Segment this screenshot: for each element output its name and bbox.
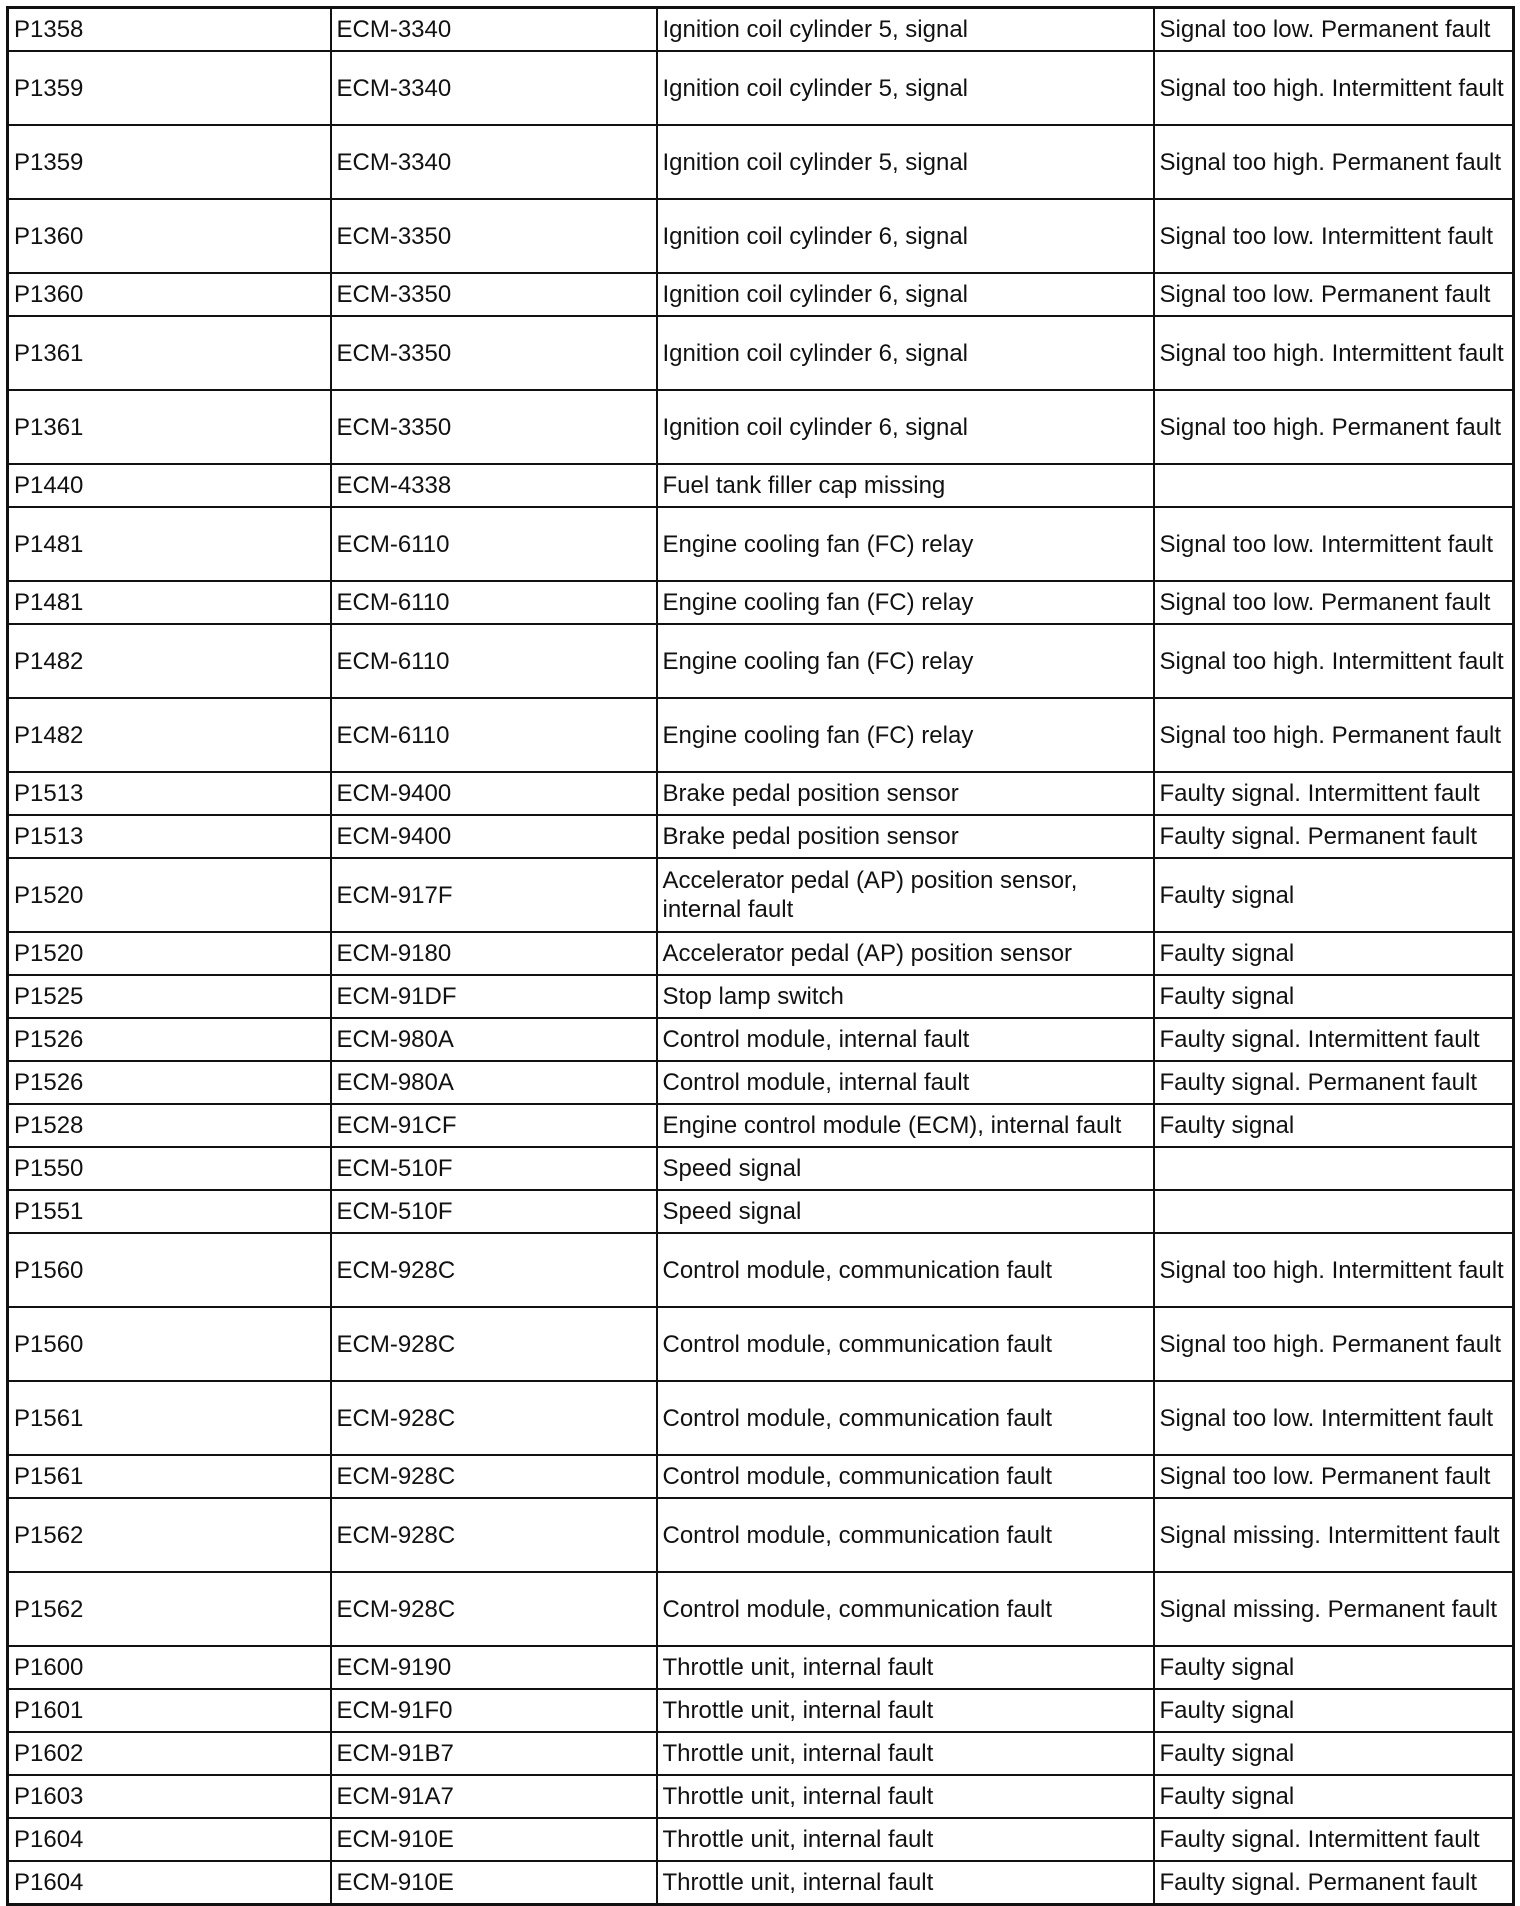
dtc-code-cell: P1513 [8,815,331,858]
fault-type-cell [1154,464,1514,507]
dtc-code-cell: P1551 [8,1190,331,1233]
table-row [8,1307,1514,1381]
table-row [8,698,1514,772]
dtc-code-cell: P1604 [8,1818,331,1861]
ecm-code-cell: ECM-910E [331,1818,657,1861]
dtc-code-cell: P1482 [8,624,331,698]
ecm-code-cell: ECM-6110 [331,624,657,698]
dtc-code-cell: P1482 [8,698,331,772]
table-row [8,1498,1514,1572]
table-row [8,858,1514,932]
table-row [8,1147,1514,1190]
dtc-code-cell: P1560 [8,1233,331,1307]
table-row [8,624,1514,698]
table-row [8,51,1514,125]
fault-type-cell: Faulty signal [1154,1104,1514,1147]
component-cell: Control module, communication fault [657,1498,1154,1572]
table-row [8,273,1514,316]
fault-type-cell: Faulty signal. Intermittent fault [1154,1818,1514,1861]
dtc-code-cell: P1360 [8,273,331,316]
dtc-code-cell: P1550 [8,1147,331,1190]
ecm-code-cell: ECM-9400 [331,772,657,815]
table-row [8,1018,1514,1061]
fault-type-cell [1154,1190,1514,1233]
dtc-code-cell: P1481 [8,581,331,624]
ecm-code-cell: ECM-910E [331,1861,657,1905]
component-cell: Fuel tank filler cap missing [657,464,1154,507]
component-cell: Ignition coil cylinder 6, signal [657,273,1154,316]
component-cell: Control module, communication fault [657,1381,1154,1455]
ecm-code-cell: ECM-3350 [331,390,657,464]
ecm-code-cell: ECM-928C [331,1572,657,1646]
fault-type-cell: Faulty signal. Intermittent fault [1154,1018,1514,1061]
table-row [8,1861,1514,1905]
dtc-code-cell: P1600 [8,1646,331,1689]
ecm-code-cell: ECM-6110 [331,507,657,581]
component-cell: Throttle unit, internal fault [657,1689,1154,1732]
component-cell: Engine cooling fan (FC) relay [657,698,1154,772]
table-row [8,1572,1514,1646]
table-row [8,390,1514,464]
dtc-code-cell: P1562 [8,1498,331,1572]
component-cell: Accelerator pedal (AP) position sensor [657,932,1154,975]
ecm-code-cell: ECM-928C [331,1498,657,1572]
fault-type-cell: Signal too high. Permanent fault [1154,390,1514,464]
ecm-code-cell: ECM-91B7 [331,1732,657,1775]
component-cell: Throttle unit, internal fault [657,1775,1154,1818]
fault-type-cell [1154,1147,1514,1190]
component-cell: Engine cooling fan (FC) relay [657,581,1154,624]
component-cell: Throttle unit, internal fault [657,1818,1154,1861]
component-cell: Speed signal [657,1190,1154,1233]
component-cell: Control module, communication fault [657,1233,1154,1307]
component-cell: Engine cooling fan (FC) relay [657,624,1154,698]
component-cell: Control module, internal fault [657,1061,1154,1104]
fault-type-cell: Faulty signal [1154,975,1514,1018]
component-cell: Accelerator pedal (AP) position sensor, internal fault [657,858,1154,932]
fault-type-cell: Signal too low. Permanent fault [1154,8,1514,52]
dtc-code-cell: P1604 [8,1861,331,1905]
fault-type-cell: Faulty signal [1154,858,1514,932]
dtc-code-cell: P1601 [8,1689,331,1732]
dtc-code-cell: P1520 [8,858,331,932]
component-cell: Ignition coil cylinder 5, signal [657,8,1154,52]
fault-type-cell: Faulty signal [1154,1732,1514,1775]
ecm-code-cell: ECM-928C [331,1455,657,1498]
ecm-code-cell: ECM-3350 [331,316,657,390]
fault-type-cell: Faulty signal. Intermittent fault [1154,772,1514,815]
fault-type-cell: Signal too high. Permanent fault [1154,698,1514,772]
fault-type-cell: Faulty signal. Permanent fault [1154,1061,1514,1104]
fault-type-cell: Signal too high. Intermittent fault [1154,51,1514,125]
table-row [8,464,1514,507]
ecm-code-cell: ECM-9180 [331,932,657,975]
fault-type-cell: Signal too high. Permanent fault [1154,1307,1514,1381]
dtc-code-cell: P1526 [8,1018,331,1061]
ecm-code-cell: ECM-9400 [331,815,657,858]
dtc-code-cell: P1525 [8,975,331,1018]
fault-type-cell: Signal too low. Permanent fault [1154,273,1514,316]
dtc-code-cell: P1359 [8,51,331,125]
component-cell: Brake pedal position sensor [657,815,1154,858]
fault-code-table-body [8,8,1514,1905]
dtc-code-cell: P1602 [8,1732,331,1775]
table-row [8,1233,1514,1307]
component-cell: Ignition coil cylinder 6, signal [657,390,1154,464]
ecm-code-cell: ECM-980A [331,1061,657,1104]
table-row [8,125,1514,199]
dtc-code-cell: P1513 [8,772,331,815]
table-row [8,1732,1514,1775]
ecm-code-cell: ECM-3350 [331,199,657,273]
ecm-code-cell: ECM-928C [331,1307,657,1381]
dtc-code-cell: P1361 [8,316,331,390]
component-cell: Ignition coil cylinder 5, signal [657,125,1154,199]
dtc-code-cell: P1528 [8,1104,331,1147]
ecm-code-cell: ECM-91A7 [331,1775,657,1818]
fault-type-cell: Signal missing. Intermittent fault [1154,1498,1514,1572]
ecm-code-cell: ECM-91CF [331,1104,657,1147]
ecm-code-cell: ECM-9190 [331,1646,657,1689]
ecm-code-cell: ECM-6110 [331,698,657,772]
table-row [8,1190,1514,1233]
fault-type-cell: Faulty signal [1154,1689,1514,1732]
ecm-code-cell: ECM-91F0 [331,1689,657,1732]
table-row [8,1646,1514,1689]
table-row [8,1818,1514,1861]
fault-type-cell: Signal too high. Intermittent fault [1154,1233,1514,1307]
component-cell: Control module, communication fault [657,1307,1154,1381]
dtc-code-cell: P1361 [8,390,331,464]
dtc-code-cell: P1561 [8,1455,331,1498]
dtc-code-cell: P1561 [8,1381,331,1455]
component-cell: Control module, communication fault [657,1455,1154,1498]
ecm-code-cell: ECM-510F [331,1190,657,1233]
fault-code-table [6,6,1515,1906]
fault-type-cell: Faulty signal [1154,1646,1514,1689]
fault-type-cell: Signal too low. Permanent fault [1154,581,1514,624]
fault-type-cell: Signal too high. Intermittent fault [1154,624,1514,698]
component-cell: Engine control module (ECM), internal fault [657,1104,1154,1147]
component-cell: Control module, communication fault [657,1572,1154,1646]
table-row [8,1381,1514,1455]
dtc-code-cell: P1358 [8,8,331,52]
component-cell: Engine cooling fan (FC) relay [657,507,1154,581]
dtc-code-cell: P1520 [8,932,331,975]
table-row [8,1104,1514,1147]
ecm-code-cell: ECM-91DF [331,975,657,1018]
dtc-code-cell: P1560 [8,1307,331,1381]
ecm-code-cell: ECM-4338 [331,464,657,507]
fault-type-cell: Faulty signal. Permanent fault [1154,815,1514,858]
table-row [8,316,1514,390]
ecm-code-cell: ECM-917F [331,858,657,932]
ecm-code-cell: ECM-6110 [331,581,657,624]
component-cell: Stop lamp switch [657,975,1154,1018]
ecm-code-cell: ECM-3340 [331,125,657,199]
ecm-code-cell: ECM-928C [331,1381,657,1455]
table-row [8,1689,1514,1732]
dtc-code-cell: P1440 [8,464,331,507]
fault-type-cell: Faulty signal [1154,1775,1514,1818]
ecm-code-cell: ECM-980A [331,1018,657,1061]
ecm-code-cell: ECM-510F [331,1147,657,1190]
component-cell: Ignition coil cylinder 6, signal [657,316,1154,390]
fault-type-cell: Signal too low. Intermittent fault [1154,199,1514,273]
table-row [8,8,1514,52]
table-row [8,1455,1514,1498]
table-row [8,772,1514,815]
table-row [8,932,1514,975]
fault-type-cell: Faulty signal [1154,932,1514,975]
fault-type-cell: Signal too high. Permanent fault [1154,125,1514,199]
component-cell: Brake pedal position sensor [657,772,1154,815]
table-row [8,507,1514,581]
table-row [8,1775,1514,1818]
table-row [8,1061,1514,1104]
dtc-code-cell: P1603 [8,1775,331,1818]
component-cell: Throttle unit, internal fault [657,1732,1154,1775]
dtc-code-cell: P1526 [8,1061,331,1104]
table-row [8,581,1514,624]
component-cell: Ignition coil cylinder 5, signal [657,51,1154,125]
ecm-code-cell: ECM-3340 [331,51,657,125]
fault-type-cell: Signal too high. Intermittent fault [1154,316,1514,390]
table-row [8,815,1514,858]
ecm-code-cell: ECM-3340 [331,8,657,52]
fault-type-cell: Signal too low. Permanent fault [1154,1455,1514,1498]
table-row [8,975,1514,1018]
ecm-code-cell: ECM-3350 [331,273,657,316]
component-cell: Ignition coil cylinder 6, signal [657,199,1154,273]
dtc-code-cell: P1359 [8,125,331,199]
fault-type-cell: Signal too low. Intermittent fault [1154,1381,1514,1455]
dtc-code-cell: P1562 [8,1572,331,1646]
component-cell: Throttle unit, internal fault [657,1861,1154,1905]
fault-type-cell: Faulty signal. Permanent fault [1154,1861,1514,1905]
component-cell: Speed signal [657,1147,1154,1190]
component-cell: Control module, internal fault [657,1018,1154,1061]
dtc-code-cell: P1481 [8,507,331,581]
component-cell: Throttle unit, internal fault [657,1646,1154,1689]
ecm-code-cell: ECM-928C [331,1233,657,1307]
fault-type-cell: Signal too low. Intermittent fault [1154,507,1514,581]
dtc-code-cell: P1360 [8,199,331,273]
fault-type-cell: Signal missing. Permanent fault [1154,1572,1514,1646]
document-page [6,6,1512,1896]
table-row [8,199,1514,273]
